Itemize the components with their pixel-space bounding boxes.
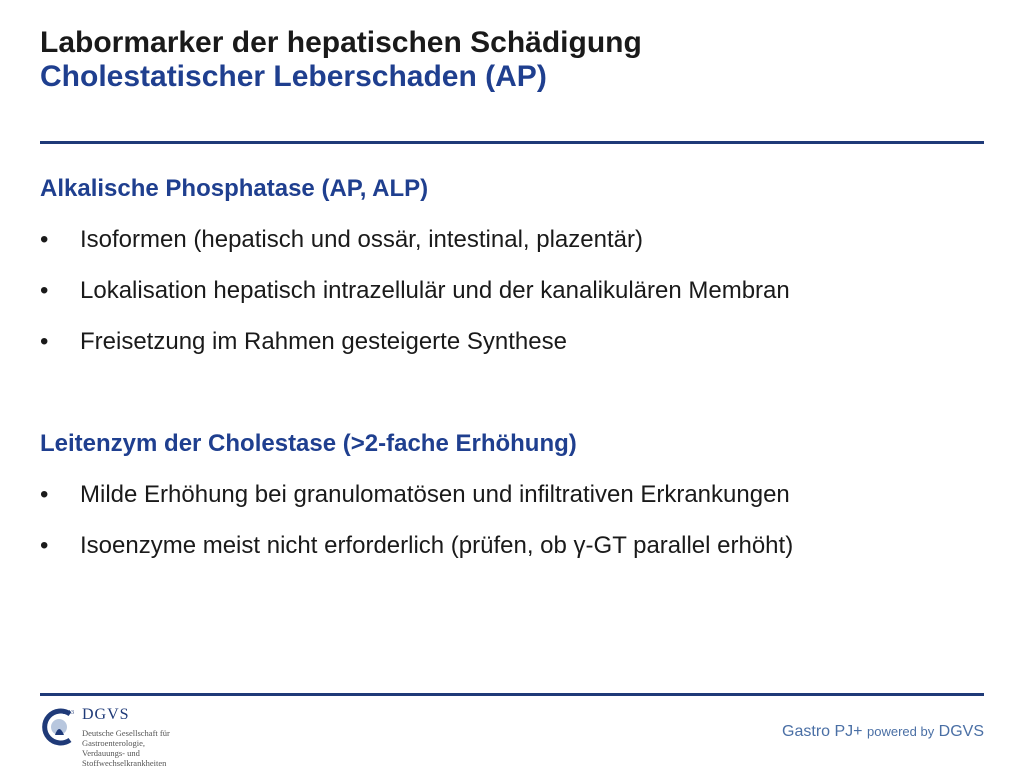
bullet-list-cholestase bbox=[40, 480, 793, 582]
bullet-icon: • bbox=[40, 328, 49, 355]
footer-brand-name: Gastro PJ+ bbox=[782, 723, 863, 740]
bullet-icon: • bbox=[40, 226, 49, 253]
dgvs-logo bbox=[40, 704, 210, 768]
footer-brand bbox=[782, 723, 984, 741]
top-divider bbox=[40, 141, 984, 144]
list-item: • Isoenzyme meist nicht erforderlich (prüfen, ob γ-GT parallel erhöht) bbox=[40, 532, 794, 559]
bullet-icon: • bbox=[40, 532, 49, 559]
list-item: • Isoformen (hepatisch und ossär, intestinal, plazentär) bbox=[40, 226, 643, 253]
logo-subtitle: Deutsche Gesellschaft für Gastroenterologie, Verdauungs- und Stoffwechselkrankheiten bbox=[82, 728, 170, 768]
bullet-icon: • bbox=[40, 481, 49, 508]
title-line-2: Cholestatischer Leberschaden (AP) bbox=[40, 60, 547, 93]
footer-org: DGVS bbox=[938, 723, 984, 740]
title-line-1: Labormarker der hepatischen Schädigung bbox=[40, 26, 642, 59]
list-item: • Freisetzung im Rahmen gesteigerte Synthese bbox=[40, 328, 567, 355]
bullet-icon: • bbox=[40, 277, 49, 304]
bottom-divider bbox=[40, 693, 984, 696]
dgvs-seal-icon bbox=[40, 706, 78, 748]
section-heading-cholestase: Leitenzym der Cholestase (>2-fache Erhöhung) bbox=[40, 430, 577, 457]
logo-year: 1913 bbox=[62, 710, 74, 716]
footer-powered-by: powered by bbox=[866, 724, 935, 739]
bullet-list-ap bbox=[40, 225, 790, 378]
logo-name: DGVS bbox=[82, 706, 130, 723]
section-heading-ap: Alkalische Phosphatase (AP, ALP) bbox=[40, 175, 429, 202]
slide-title bbox=[40, 26, 642, 94]
list-item: • Milde Erhöhung bei granulomatösen und infiltrativen Erkrankungen bbox=[40, 481, 790, 508]
list-item: • Lokalisation hepatisch intrazellulär und der kanalikulären Membran bbox=[40, 277, 790, 304]
